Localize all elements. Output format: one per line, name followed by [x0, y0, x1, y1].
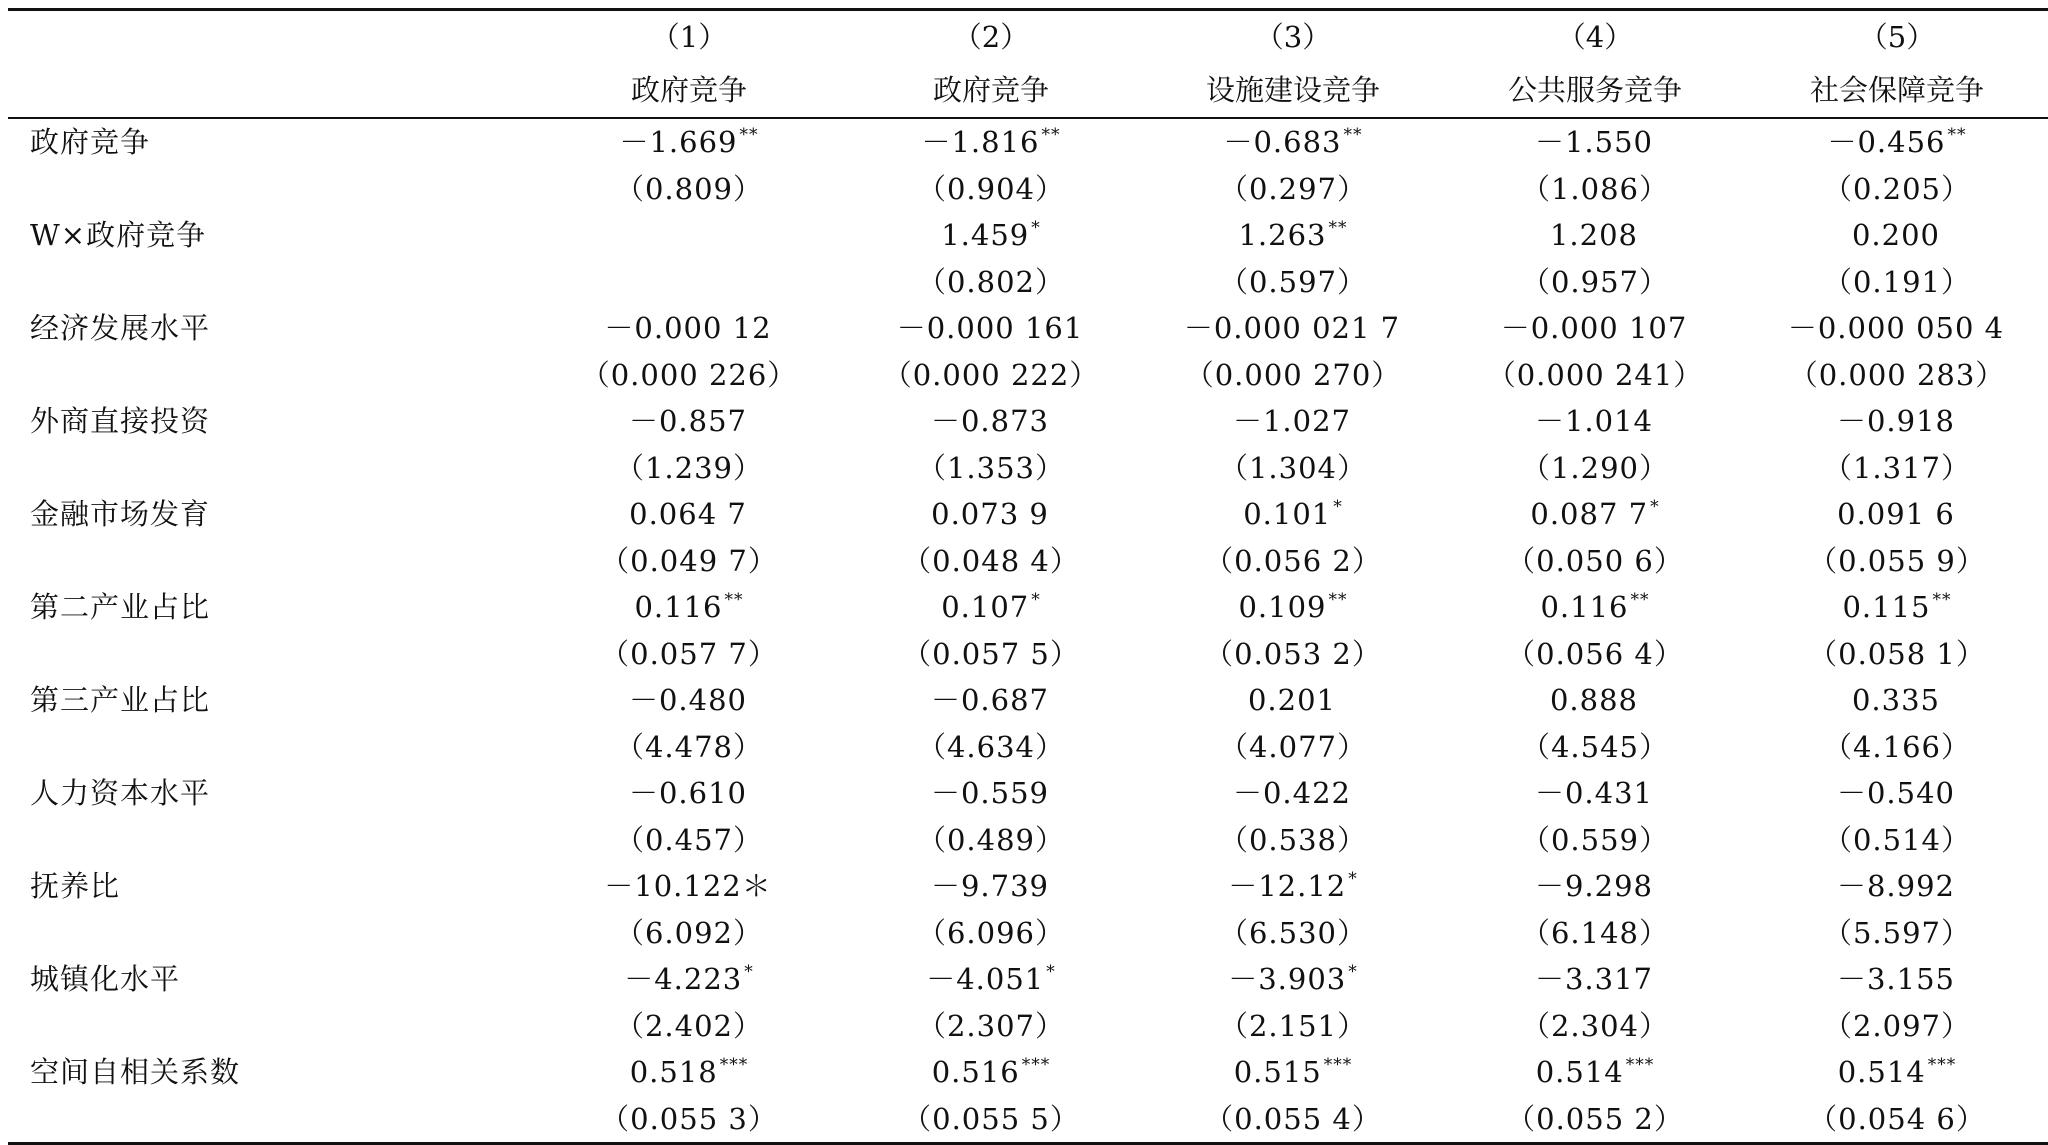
- standard-error-cell: （0.957）: [1520, 264, 1670, 299]
- regression-table: [8, 8, 2048, 1145]
- standard-error-cell: （0.000 270）: [1184, 357, 1402, 392]
- row-label: 空间自相关系数: [30, 1055, 241, 1089]
- coefficient-value: 0.516: [931, 1055, 1020, 1089]
- coefficient-value: 1.459: [941, 218, 1030, 252]
- column-title: 设施建设竞争: [1142, 63, 1444, 118]
- header-row-numbers: [8, 10, 2048, 64]
- header-row-titles: [8, 63, 2048, 118]
- coefficient-value: －0.456: [1827, 125, 1946, 159]
- coefficient-cell: [1142, 398, 1444, 445]
- standard-error-cell: （6.148）: [1520, 915, 1670, 950]
- coefficient-cell: [1444, 956, 1746, 1003]
- coefficient-value: －8.992: [1836, 869, 1956, 903]
- table-row-coefficient: [8, 770, 2048, 817]
- row-label-empty: [8, 631, 538, 678]
- column-title: 政府竞争: [840, 63, 1142, 118]
- coefficient-value: 0.101: [1243, 497, 1332, 531]
- coefficient-value: －3.317: [1534, 962, 1654, 996]
- coefficient-cell: [840, 491, 1142, 538]
- coefficient-cell: [1142, 863, 1444, 910]
- coefficient-cell: [538, 770, 840, 817]
- standard-error-cell: （0.000 226）: [580, 357, 798, 392]
- coefficient-value: －4.223: [624, 962, 743, 996]
- coefficient-value: －9.298: [1534, 869, 1654, 903]
- row-label: 城镇化水平: [30, 962, 181, 996]
- coefficient-cell: [840, 863, 1142, 910]
- significance-stars: ***: [1927, 1055, 1957, 1075]
- column-title: 公共服务竞争: [1444, 63, 1746, 118]
- table-header: [8, 10, 2048, 119]
- coefficient-cell: [538, 677, 840, 724]
- standard-error-cell: （5.597）: [1822, 915, 1972, 950]
- standard-error-cell: （1.317）: [1822, 450, 1972, 485]
- standard-error-cell: （1.304）: [1218, 450, 1368, 485]
- coefficient-value: －1.550: [1534, 125, 1654, 159]
- standard-error-cell: （0.055 9）: [1808, 543, 1986, 578]
- coefficient-value: －0.422: [1232, 776, 1352, 810]
- standard-error-cell: （6.092）: [614, 915, 764, 950]
- coefficient-cell: [1142, 1049, 1444, 1096]
- coefficient-cell: [538, 305, 840, 352]
- coefficient-cell: [1444, 491, 1746, 538]
- coefficient-value: －0.000 12: [604, 311, 772, 345]
- significance-stars: **: [1932, 590, 1952, 610]
- table-row-standard-error: [8, 817, 2048, 864]
- coefficient-cell: [840, 118, 1142, 166]
- coefficient-value: 0.116: [634, 590, 723, 624]
- coefficient-cell: [1142, 770, 1444, 817]
- standard-error-cell: （0.538）: [1218, 822, 1368, 857]
- table-row-coefficient: [8, 118, 2048, 166]
- table-row-coefficient: [8, 677, 2048, 724]
- table-body: [8, 118, 2048, 1144]
- coefficient-value: －0.540: [1836, 776, 1956, 810]
- coefficient-value: 0.514: [1535, 1055, 1624, 1089]
- row-label-empty: [8, 352, 538, 399]
- coefficient-value: 0.109: [1238, 590, 1327, 624]
- significance-stars: *: [1348, 962, 1358, 982]
- coefficient-value: －0.480: [628, 683, 748, 717]
- column-number: （4）: [1444, 10, 1746, 64]
- column-number: （5）: [1746, 10, 2048, 64]
- coefficient-value: －9.739: [930, 869, 1050, 903]
- coefficient-cell: [538, 212, 840, 259]
- coefficient-cell: [1746, 677, 2048, 724]
- table-row-standard-error: [8, 631, 2048, 678]
- coefficient-value: －3.903: [1228, 962, 1347, 996]
- table-row-standard-error: [8, 910, 2048, 957]
- standard-error-cell: （2.304）: [1520, 1008, 1670, 1043]
- table-row-coefficient: [8, 398, 2048, 445]
- column-number: （2）: [840, 10, 1142, 64]
- coefficient-value: 1.263: [1238, 218, 1327, 252]
- table-row-coefficient: [8, 491, 2048, 538]
- standard-error-cell: （0.055 3）: [538, 1096, 840, 1144]
- row-label-empty: [8, 259, 538, 306]
- coefficient-cell: [1746, 118, 2048, 166]
- coefficient-cell: [1746, 584, 2048, 631]
- coefficient-value: －0.687: [930, 683, 1050, 717]
- table-row-standard-error: [8, 166, 2048, 213]
- standard-error-cell: （0.802）: [916, 264, 1066, 299]
- coefficient-cell: [538, 1049, 840, 1096]
- coefficient-value: －12.12: [1228, 869, 1347, 903]
- coefficient-value: －0.918: [1836, 404, 1956, 438]
- coefficient-value: 0.335: [1851, 683, 1941, 717]
- standard-error-cell: （0.559）: [1520, 822, 1670, 857]
- coefficient-cell: [538, 398, 840, 445]
- header-corner: [8, 10, 538, 64]
- standard-error-cell: （0.048 4）: [902, 543, 1080, 578]
- standard-error-cell: （1.290）: [1520, 450, 1670, 485]
- row-label: 人力资本水平: [30, 776, 211, 810]
- table-row-coefficient: [8, 212, 2048, 259]
- standard-error-cell: （0.000 241）: [1486, 357, 1704, 392]
- table-row-coefficient: [8, 863, 2048, 910]
- standard-error-cell: （2.151）: [1218, 1008, 1368, 1043]
- row-label: 政府竞争: [30, 125, 151, 159]
- table-row-standard-error: [8, 1096, 2048, 1144]
- coefficient-value: －1.816: [921, 125, 1040, 159]
- coefficient-value: －1.027: [1232, 404, 1352, 438]
- coefficient-cell: [1444, 118, 1746, 166]
- coefficient-cell: [1142, 491, 1444, 538]
- coefficient-cell: [1746, 212, 2048, 259]
- coefficient-value: －1.669: [619, 125, 738, 159]
- standard-error-cell: （2.307）: [916, 1008, 1066, 1043]
- coefficient-value: 0.518: [629, 1055, 718, 1089]
- coefficient-value: －0.683: [1223, 125, 1342, 159]
- coefficient-value: 0.091 6: [1837, 497, 1955, 531]
- standard-error-cell: （0.000 283）: [1788, 357, 2006, 392]
- coefficient-value: －0.873: [930, 404, 1050, 438]
- standard-error-cell: （2.402）: [614, 1008, 764, 1043]
- row-label: 第二产业占比: [30, 590, 211, 624]
- coefficient-cell: [1444, 770, 1746, 817]
- coefficient-value: 0.073 9: [931, 497, 1049, 531]
- coefficient-cell: [1444, 212, 1746, 259]
- coefficient-value: 0.116: [1540, 590, 1629, 624]
- table-row-coefficient: [8, 305, 2048, 352]
- significance-stars: **: [739, 125, 759, 145]
- coefficient-value: 0.087 7: [1530, 497, 1649, 531]
- coefficient-cell: [1444, 398, 1746, 445]
- coefficient-cell: [1444, 863, 1746, 910]
- coefficient-cell: [1142, 212, 1444, 259]
- row-label: 金融市场发育: [30, 497, 211, 531]
- significance-stars: ***: [1625, 1055, 1655, 1075]
- table-row-coefficient: [8, 956, 2048, 1003]
- column-number: （3）: [1142, 10, 1444, 64]
- coefficient-cell: [840, 770, 1142, 817]
- coefficient-value: 0.201: [1247, 683, 1337, 717]
- significance-stars: **: [1328, 590, 1348, 610]
- standard-error-cell: （0.297）: [1218, 171, 1368, 206]
- coefficient-cell: [538, 956, 840, 1003]
- coefficient-cell: [1746, 956, 2048, 1003]
- standard-error-cell: （0.000 222）: [882, 357, 1100, 392]
- row-label: 抚养比: [30, 869, 121, 903]
- coefficient-cell: [1444, 584, 1746, 631]
- coefficient-cell: [1142, 305, 1444, 352]
- standard-error-cell: （0.489）: [916, 822, 1066, 857]
- standard-error-cell: （6.096）: [916, 915, 1066, 950]
- coefficient-value: 0.515: [1233, 1055, 1322, 1089]
- coefficient-value: －4.051: [926, 962, 1045, 996]
- standard-error-cell: （0.055 2）: [1444, 1096, 1746, 1144]
- row-label-empty: [8, 1096, 538, 1144]
- coefficient-cell: [1142, 584, 1444, 631]
- significance-stars: **: [1328, 218, 1348, 238]
- coefficient-value: －0.000 021 7: [1183, 311, 1401, 345]
- standard-error-cell: （6.530）: [1218, 915, 1368, 950]
- regression-table-container: [8, 8, 2048, 1145]
- coefficient-cell: [538, 863, 840, 910]
- coefficient-cell: [1746, 770, 2048, 817]
- standard-error-cell: （0.514）: [1822, 822, 1972, 857]
- standard-error-cell: （0.904）: [916, 171, 1066, 206]
- header-corner: [8, 63, 538, 118]
- coefficient-cell: [1142, 956, 1444, 1003]
- coefficient-cell: [1444, 305, 1746, 352]
- row-label-empty: [8, 910, 538, 957]
- significance-stars: **: [724, 590, 744, 610]
- coefficient-cell: [1746, 863, 2048, 910]
- row-label-empty: [8, 817, 538, 864]
- table-row-standard-error: [8, 1003, 2048, 1050]
- coefficient-cell: [1746, 491, 2048, 538]
- coefficient-cell: [840, 212, 1142, 259]
- coefficient-value: 0.514: [1837, 1055, 1926, 1089]
- standard-error-cell: （0.191）: [1822, 264, 1972, 299]
- coefficient-value: －0.559: [930, 776, 1050, 810]
- standard-error-cell: （1.353）: [916, 450, 1066, 485]
- coefficient-cell: [1746, 398, 2048, 445]
- significance-stars: *: [744, 962, 754, 982]
- significance-stars: ***: [719, 1055, 749, 1075]
- table-row-coefficient: [8, 584, 2048, 631]
- significance-stars: *: [1333, 497, 1343, 517]
- coefficient-cell: [538, 491, 840, 538]
- row-label-empty: [8, 166, 538, 213]
- standard-error-cell: （4.478）: [614, 729, 764, 764]
- row-label-empty: [8, 724, 538, 771]
- coefficient-cell: [1444, 677, 1746, 724]
- standard-error-cell: （4.166）: [1822, 729, 1972, 764]
- column-title: 政府竞争: [538, 63, 840, 118]
- standard-error-cell: （0.205）: [1822, 171, 1972, 206]
- coefficient-cell: [1142, 118, 1444, 166]
- significance-stars: ***: [1323, 1055, 1353, 1075]
- significance-stars: **: [1947, 125, 1967, 145]
- standard-error-cell: （4.545）: [1520, 729, 1670, 764]
- standard-error-cell: （4.077）: [1218, 729, 1368, 764]
- standard-error-cell: （0.056 2）: [1204, 543, 1382, 578]
- coefficient-value: －10.122＊: [604, 869, 772, 903]
- coefficient-value: －1.014: [1534, 404, 1654, 438]
- standard-error-cell: （0.054 6）: [1746, 1096, 2048, 1144]
- standard-error-cell: （0.058 1）: [1808, 636, 1986, 671]
- coefficient-value: －0.610: [628, 776, 748, 810]
- table-row-standard-error: [8, 352, 2048, 399]
- significance-stars: *: [1031, 218, 1041, 238]
- column-title: 社会保障竞争: [1746, 63, 2048, 118]
- significance-stars: **: [1343, 125, 1363, 145]
- standard-error-cell: （0.053 2）: [1204, 636, 1382, 671]
- coefficient-value: 0.888: [1549, 683, 1639, 717]
- standard-error-cell: （0.597）: [1218, 264, 1368, 299]
- coefficient-cell: [1746, 305, 2048, 352]
- coefficient-cell: [840, 677, 1142, 724]
- standard-error-cell: （1.239）: [614, 450, 764, 485]
- standard-error-cell: （0.057 7）: [600, 636, 778, 671]
- coefficient-value: 1.208: [1549, 218, 1639, 252]
- standard-error-cell: （0.809）: [614, 171, 764, 206]
- table-row-standard-error: [8, 538, 2048, 585]
- significance-stars: *: [1650, 497, 1660, 517]
- coefficient-value: 0.115: [1842, 590, 1931, 624]
- standard-error-cell: （1.086）: [1520, 171, 1670, 206]
- standard-error-cell: （0.049 7）: [600, 543, 778, 578]
- coefficient-value: 0.200: [1851, 218, 1941, 252]
- table-row-standard-error: [8, 259, 2048, 306]
- standard-error-cell: （0.056 4）: [1506, 636, 1684, 671]
- significance-stars: *: [1348, 869, 1358, 889]
- significance-stars: *: [1046, 962, 1056, 982]
- significance-stars: *: [1031, 590, 1041, 610]
- row-label-empty: [8, 1003, 538, 1050]
- row-label: 第三产业占比: [30, 683, 211, 717]
- standard-error-cell: （0.457）: [614, 822, 764, 857]
- coefficient-value: －0.857: [628, 404, 748, 438]
- standard-error-cell: （0.057 5）: [902, 636, 1080, 671]
- coefficient-value: －0.000 161: [896, 311, 1084, 345]
- coefficient-cell: [840, 1049, 1142, 1096]
- coefficient-value: 0.107: [941, 590, 1030, 624]
- row-label-empty: [8, 538, 538, 585]
- row-label: 外商直接投资: [30, 404, 211, 438]
- coefficient-value: 0.064 7: [629, 497, 747, 531]
- standard-error-cell: （0.055 4）: [1142, 1096, 1444, 1144]
- coefficient-cell: [840, 398, 1142, 445]
- standard-error-cell: [538, 259, 840, 306]
- standard-error-cell: （0.050 6）: [1506, 543, 1684, 578]
- coefficient-value: －3.155: [1836, 962, 1956, 996]
- coefficient-value: －0.431: [1534, 776, 1654, 810]
- row-label: W×政府竞争: [30, 218, 207, 252]
- standard-error-cell: （4.634）: [916, 729, 1066, 764]
- table-row-coefficient: [8, 1049, 2048, 1096]
- coefficient-cell: [538, 584, 840, 631]
- coefficient-cell: [840, 956, 1142, 1003]
- coefficient-cell: [1142, 677, 1444, 724]
- significance-stars: **: [1630, 590, 1650, 610]
- table-row-standard-error: [8, 724, 2048, 771]
- table-row-standard-error: [8, 445, 2048, 492]
- coefficient-cell: [1444, 1049, 1746, 1096]
- coefficient-cell: [538, 118, 840, 166]
- row-label: 经济发展水平: [30, 311, 211, 345]
- significance-stars: ***: [1021, 1055, 1051, 1075]
- coefficient-cell: [840, 305, 1142, 352]
- significance-stars: **: [1041, 125, 1061, 145]
- coefficient-value: －0.000 107: [1500, 311, 1688, 345]
- coefficient-value: －0.000 050 4: [1787, 311, 2005, 345]
- coefficient-cell: [1746, 1049, 2048, 1096]
- column-number: （1）: [538, 10, 840, 64]
- coefficient-cell: [840, 584, 1142, 631]
- standard-error-cell: （0.055 5）: [840, 1096, 1142, 1144]
- row-label-empty: [8, 445, 538, 492]
- standard-error-cell: （2.097）: [1822, 1008, 1972, 1043]
